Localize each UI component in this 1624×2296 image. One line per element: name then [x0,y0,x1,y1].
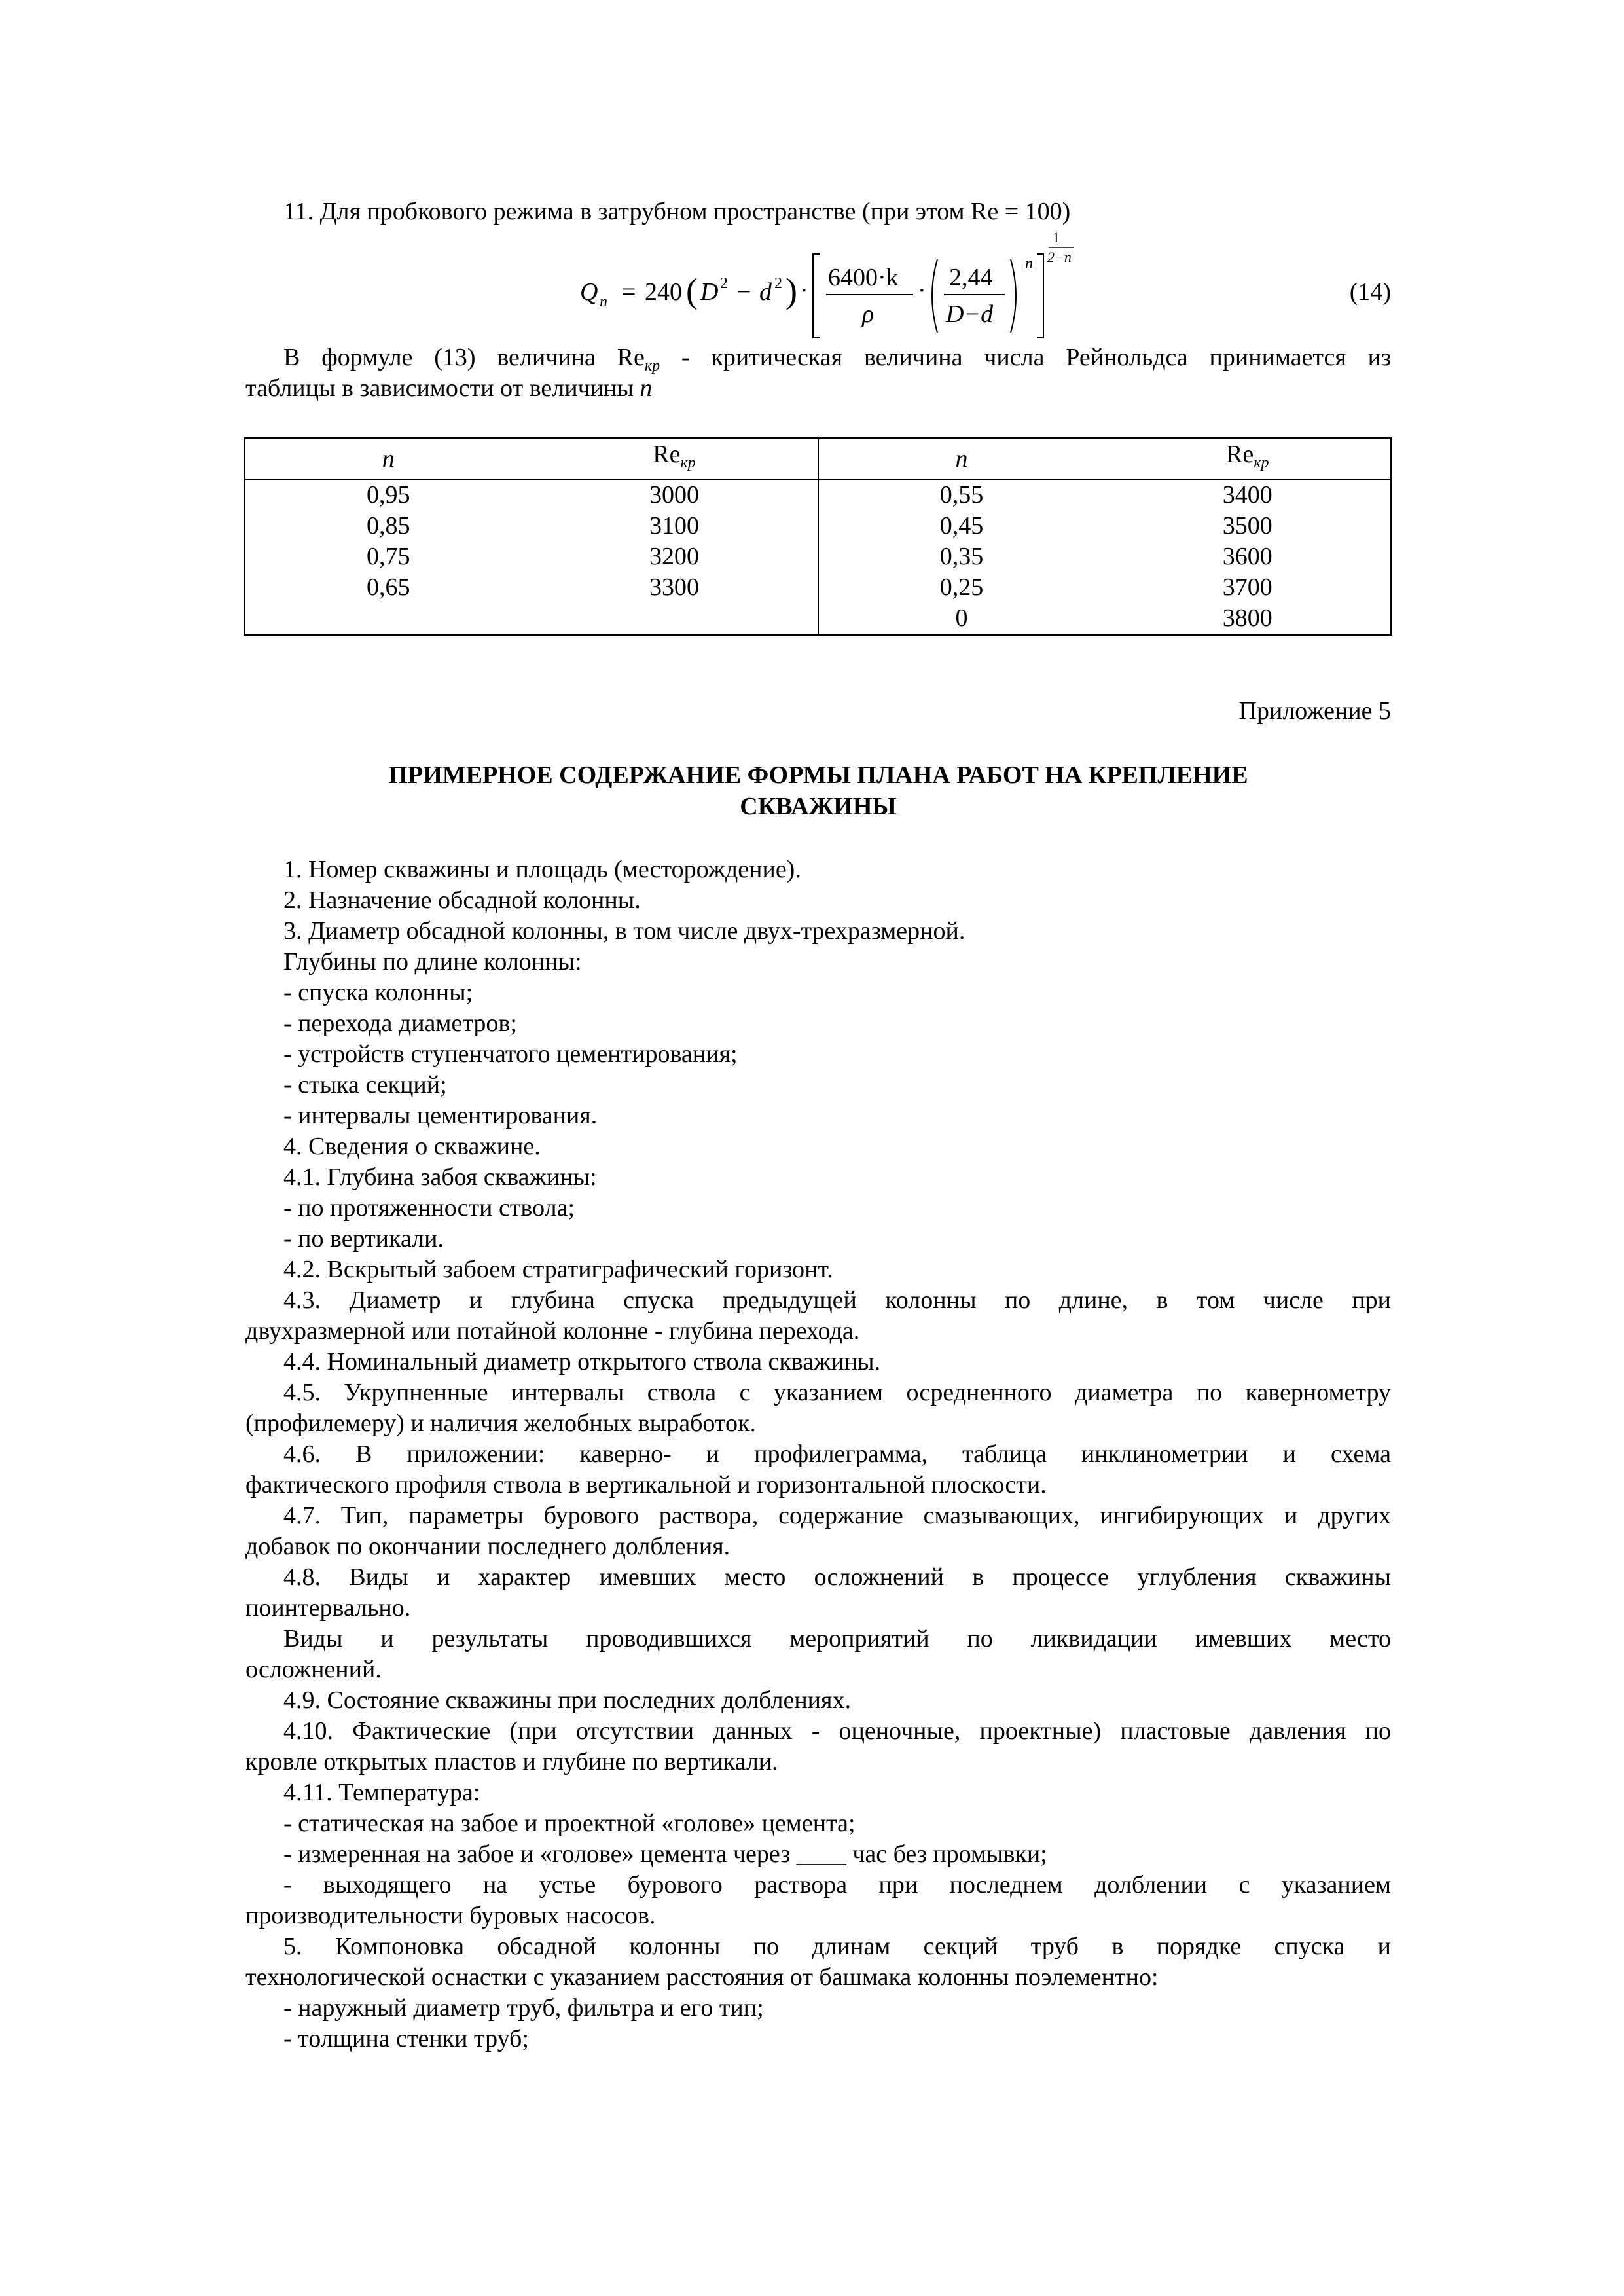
list-item: фактического профиля ствола в вертикальной и горизонтальной плоскости. [245,1471,1047,1499]
formula-bracket-left [813,254,820,338]
table-cell: 0,25 [939,574,984,601]
list-item: - интервалы цементирования. [283,1102,598,1129]
table-row [245,479,1392,511]
formula-D-sup: 2 [720,275,728,292]
list-item: поинтервально. [245,1594,411,1622]
page-title [245,759,1391,822]
list-item: 4.6. В приложении: каверно- и профилеграмма, таблица инклинометрии и схема [283,1440,1391,1468]
list-item: - выходящего на устье бурового раствора при последнем долблении с указанием [283,1871,1391,1899]
list-item: - по вертикали. [283,1225,444,1252]
list-item: осложнений. [245,1656,382,1683]
list-item: - устройств ступенчатого цементирования; [283,1040,738,1068]
list-item: добавок по окончании последнего долбления. [245,1533,731,1560]
formula-minus: − [737,278,751,306]
table-cell: 3800 [1222,604,1272,632]
list-item: - наружный диаметр труб, фильтра и его тип; [283,1994,764,2022]
list-item: 4.3. Диаметр и глубина спуска предыдущей колонны по длине, в том числе при [283,1286,1391,1314]
list-item: - перехода диаметров; [283,1010,517,1037]
list-item: - статическая на забое и проектной «голове» цемента; [283,1810,856,1837]
list-item: - толщина стенки труб; [283,2025,529,2052]
formula-frac2-num: 2,44 [949,264,993,291]
list-item: 3. Диаметр обсадной колонны, в том числе двух-трехразмерной. [283,917,965,945]
list-item: (профилемеру) и наличия желобных выработок. [245,1410,756,1437]
equation-number-14: (14) [1349,278,1391,306]
page-title-line-1: ПРИМЕРНОЕ СОДЕРЖАНИЕ ФОРМЫ ПЛАНА РАБОТ НА КРЕПЛЕНИЕ [388,761,1248,789]
list-item: Виды и результаты проводившихся мероприятий по ликвидации имевших место [283,1625,1391,1652]
table-cell: 3000 [532,479,818,511]
list-item: 4.11. Температура: [283,1779,480,1806]
table-row [245,603,1392,635]
list-item: 4.10. Фактические (при отсутствии данных - оценочные, проектные) пластовые давления по [283,1717,1391,1745]
table-cell: 3300 [532,572,818,603]
list-item: 4.1. Глубина забоя скважины: [283,1163,597,1191]
formula-dot-1: · [800,277,808,304]
list-item: 1. Номер скважины и площадь (месторождение). [283,856,801,883]
table-cell: 3600 [1222,543,1272,570]
table-cell: 3500 [1222,512,1272,539]
section-11-heading: 11. Для пробкового режима в затрубном пространстве (при этом Re = 100) [283,198,1071,225]
table-row [245,572,1392,603]
list-item: 4.9. Состояние скважины при последних долблениях. [283,1686,851,1714]
list-item: - по протяженности ствола; [283,1194,575,1222]
table-cell [245,603,532,635]
list-item: - стыка секций; [283,1071,447,1099]
table-row [245,511,1392,541]
formula-frac1-num: 6400·k [828,264,899,291]
table-cell: 0 [955,604,968,632]
page-title-line-2: СКВАЖИНЫ [740,793,897,820]
table-cell: 3100 [532,511,818,541]
formula-paren-left: ( [686,271,698,310]
formula-14 [576,229,1100,340]
table-header-n-1: n [245,439,532,480]
list-item: - измеренная на забое и «голове» цемента через ____ час без промывки; [283,1840,1047,1868]
formula-d-sup: 2 [774,275,782,292]
formula-coef: 240 [645,278,682,306]
table-cell: 0,55 [939,481,984,509]
table-cell: 0,75 [367,543,410,570]
list-item: двухразмерной или потайной колонне - глубина перехода. [245,1317,860,1345]
table-cell: 0,45 [939,512,984,539]
table-header-re-1: $Re_{кр}$ [532,439,818,480]
table-cell [532,603,818,635]
formula-D: D [700,278,719,306]
re-critical-table [244,437,1392,636]
list-item: 4.7. Тип, параметры бурового раствора, содержание смазывающих, ингибирующих и других [283,1502,1391,1529]
table-row [245,541,1392,572]
formula-dot-2: · [918,277,926,304]
table-cell: 0,65 [367,574,410,601]
formula-lhs: Q [580,278,598,306]
list-item: 4.8. Виды и характер имевших место осложнений в процессе углубления скважины [283,1563,1391,1591]
formula-outer-exp-num: 1 [1053,229,1060,246]
table-header-row [245,439,1392,480]
formula-outer-exp-den: 2−n [1047,249,1072,265]
table-cell: 3200 [532,541,818,572]
formula-inner-paren-right [1011,259,1016,333]
list-item: кровле открытых пластов и глубине по вертикали. [245,1748,778,1776]
table-header-re-2: $Re_{кр}$ [1105,439,1392,480]
table-cell: 0,85 [367,512,410,539]
list-item: - спуска колонны; [283,979,473,1006]
formula-paren-right: ) [785,271,797,310]
formula-bracket-right [1037,254,1043,338]
formula-equals: = [622,278,636,306]
table-cell: 3700 [1222,574,1272,601]
formula-exp-n: n [1025,255,1033,272]
list-item: 4. Сведения о скважине. [283,1133,541,1160]
appendix-label: Приложение 5 [1238,697,1391,725]
list-item: 2. Назначение обсадной колонны. [283,886,641,914]
list-item: 4.2. Вскрытый забоем стратиграфический горизонт. [283,1256,833,1283]
table-cell: 3400 [1222,481,1272,509]
table-cell: 0,35 [939,543,984,570]
table-cell: 0,95 [367,481,410,509]
table-note-line-1: В формуле (13) величина $Re_{кр}$ - критическая величина числа Рейнольдса принимается из [283,344,1391,374]
list-item: Глубины по длине колонны: [283,948,582,975]
table-header-n-2: n [818,439,1105,480]
list-item: технологической оснастки с указанием расстояния от башмака колонны поэлементно: [245,1963,1159,1991]
list-item: производительности буровых насосов. [245,1902,656,1929]
formula-inner-paren-left [932,259,937,333]
formula-d: d [759,278,772,306]
list-item: 4.4. Номинальный диаметр открытого ствола скважины. [283,1348,881,1376]
formula-frac2-den: D−d [946,301,994,328]
list-item: 5. Компоновка обсадной колонны по длинам секций труб в порядке спуска и [283,1933,1391,1960]
formula-lhs-sub: n [600,293,607,310]
table-note-line-2: таблицы в зависимости от величины n [245,374,653,402]
formula-frac1-den: ρ [862,301,875,328]
list-item: 4.5. Укрупненные интервалы ствола с указанием осредненного диаметра по кавернометру [283,1379,1391,1406]
